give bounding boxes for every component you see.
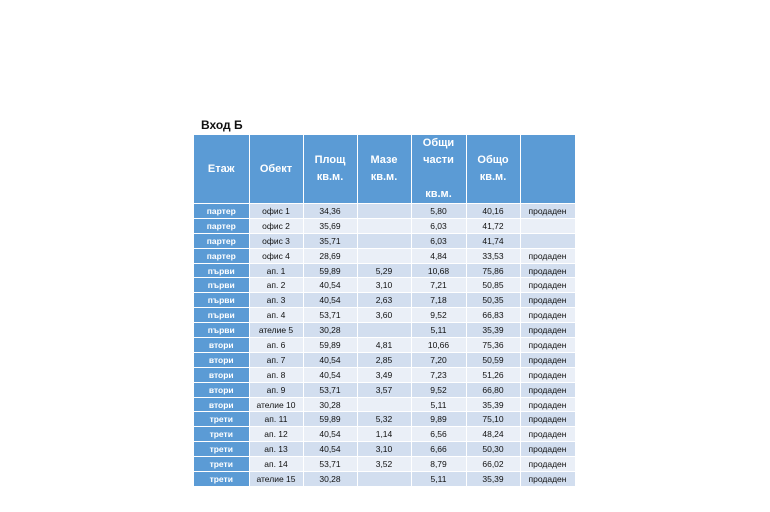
cell-common-parts: 10,66 bbox=[411, 338, 466, 353]
cell-common-parts: 6,03 bbox=[411, 233, 466, 248]
cell-area: 40,54 bbox=[303, 367, 357, 382]
cell-common-parts: 7,20 bbox=[411, 352, 466, 367]
cell-total: 41,72 bbox=[466, 218, 520, 233]
table-row bbox=[194, 338, 575, 353]
cell-common-parts: 7,18 bbox=[411, 293, 466, 308]
cell-status: продаден bbox=[520, 412, 575, 427]
cell-floor: партер bbox=[194, 248, 249, 263]
header-line: Мазе bbox=[370, 154, 398, 166]
cell-total: 75,86 bbox=[466, 263, 520, 278]
cell-status: продаден bbox=[520, 367, 575, 382]
cell-area: 40,54 bbox=[303, 352, 357, 367]
cell-area: 40,54 bbox=[303, 442, 357, 457]
cell-basement: 5,29 bbox=[357, 263, 411, 278]
header-line: Общо bbox=[477, 154, 509, 166]
cell-common-parts: 10,68 bbox=[411, 263, 466, 278]
cell-unit: офис 1 bbox=[249, 204, 303, 219]
cell-floor: партер bbox=[194, 233, 249, 248]
table-row bbox=[194, 233, 575, 248]
header-line bbox=[412, 169, 466, 186]
cell-common-parts: 9,89 bbox=[411, 412, 466, 427]
cell-unit: ап. 9 bbox=[249, 382, 303, 397]
cell-unit: ап. 3 bbox=[249, 293, 303, 308]
header-line: Общи bbox=[422, 137, 455, 149]
cell-floor: трети bbox=[194, 427, 249, 442]
header-unit bbox=[249, 135, 303, 204]
cell-total: 35,39 bbox=[466, 397, 520, 412]
header-total bbox=[466, 135, 520, 204]
cell-area: 40,54 bbox=[303, 427, 357, 442]
cell-area: 59,89 bbox=[303, 263, 357, 278]
cell-status: продаден bbox=[520, 382, 575, 397]
cell-unit: ап. 13 bbox=[249, 442, 303, 457]
cell-basement: 5,32 bbox=[357, 412, 411, 427]
table-row bbox=[194, 472, 575, 486]
cell-floor: трети bbox=[194, 457, 249, 472]
table-title: Вход Б bbox=[201, 118, 243, 132]
cell-status bbox=[520, 233, 575, 248]
header-line: кв.м. bbox=[479, 171, 507, 183]
cell-floor: втори bbox=[194, 382, 249, 397]
table-row bbox=[194, 427, 575, 442]
cell-total: 66,80 bbox=[466, 382, 520, 397]
cell-area: 30,28 bbox=[303, 397, 357, 412]
cell-area: 40,54 bbox=[303, 293, 357, 308]
cell-basement bbox=[357, 397, 411, 412]
cell-total: 75,36 bbox=[466, 338, 520, 353]
cell-basement bbox=[357, 233, 411, 248]
header-area bbox=[303, 135, 357, 204]
cell-total: 50,85 bbox=[466, 278, 520, 293]
cell-status: продаден bbox=[520, 472, 575, 486]
cell-floor: трети bbox=[194, 442, 249, 457]
table-row bbox=[194, 457, 575, 472]
header-line: кв.м. bbox=[370, 171, 398, 183]
cell-status: продаден bbox=[520, 323, 575, 338]
cell-common-parts: 9,52 bbox=[411, 382, 466, 397]
cell-unit: ап. 8 bbox=[249, 367, 303, 382]
table-row bbox=[194, 323, 575, 338]
cell-basement: 4,81 bbox=[357, 338, 411, 353]
cell-total: 41,74 bbox=[466, 233, 520, 248]
cell-status: продаден bbox=[520, 248, 575, 263]
cell-status: продаден bbox=[520, 263, 575, 278]
cell-unit: ап. 2 bbox=[249, 278, 303, 293]
cell-basement: 3,49 bbox=[357, 367, 411, 382]
table-row bbox=[194, 204, 575, 219]
header-basement bbox=[357, 135, 411, 204]
cell-floor: партер bbox=[194, 218, 249, 233]
cell-common-parts: 7,23 bbox=[411, 367, 466, 382]
cell-basement bbox=[357, 323, 411, 338]
header-line: части bbox=[423, 154, 454, 166]
cell-unit: ап. 7 bbox=[249, 352, 303, 367]
cell-common-parts: 5,11 bbox=[411, 323, 466, 338]
cell-common-parts: 6,03 bbox=[411, 218, 466, 233]
cell-status: продаден bbox=[520, 278, 575, 293]
cell-unit: ап. 1 bbox=[249, 263, 303, 278]
cell-basement: 2,85 bbox=[357, 352, 411, 367]
table-row bbox=[194, 218, 575, 233]
header-row bbox=[194, 135, 575, 204]
cell-floor: първи bbox=[194, 293, 249, 308]
cell-status: продаден bbox=[520, 457, 575, 472]
units-table bbox=[194, 135, 576, 486]
cell-floor: втори bbox=[194, 397, 249, 412]
cell-common-parts: 4,84 bbox=[411, 248, 466, 263]
header-line: Обект bbox=[259, 162, 293, 175]
cell-total: 75,10 bbox=[466, 412, 520, 427]
header-line bbox=[521, 161, 575, 178]
cell-status: продаден bbox=[520, 397, 575, 412]
cell-common-parts: 7,21 bbox=[411, 278, 466, 293]
cell-basement bbox=[357, 218, 411, 233]
cell-unit: ателие 10 bbox=[249, 397, 303, 412]
cell-total: 66,83 bbox=[466, 308, 520, 323]
cell-floor: партер bbox=[194, 204, 249, 219]
cell-status bbox=[520, 218, 575, 233]
cell-total: 50,30 bbox=[466, 442, 520, 457]
cell-common-parts: 5,11 bbox=[411, 397, 466, 412]
header-floor bbox=[194, 135, 249, 204]
cell-unit: ателие 15 bbox=[249, 472, 303, 486]
cell-total: 48,24 bbox=[466, 427, 520, 442]
cell-floor: първи bbox=[194, 278, 249, 293]
cell-floor: втори bbox=[194, 367, 249, 382]
cell-basement bbox=[357, 472, 411, 486]
table-row bbox=[194, 367, 575, 382]
cell-unit: офис 3 bbox=[249, 233, 303, 248]
cell-area: 40,54 bbox=[303, 278, 357, 293]
cell-total: 35,39 bbox=[466, 323, 520, 338]
header-line: Площ bbox=[314, 154, 346, 166]
table-row bbox=[194, 293, 575, 308]
cell-unit: ателие 5 bbox=[249, 323, 303, 338]
table-row bbox=[194, 308, 575, 323]
cell-unit: ап. 4 bbox=[249, 308, 303, 323]
cell-unit: офис 2 bbox=[249, 218, 303, 233]
cell-area: 53,71 bbox=[303, 308, 357, 323]
cell-area: 35,69 bbox=[303, 218, 357, 233]
cell-basement bbox=[357, 248, 411, 263]
cell-status: продаден bbox=[520, 308, 575, 323]
cell-unit: ап. 11 bbox=[249, 412, 303, 427]
cell-total: 33,53 bbox=[466, 248, 520, 263]
cell-area: 59,89 bbox=[303, 412, 357, 427]
cell-unit: офис 4 bbox=[249, 248, 303, 263]
cell-total: 51,26 bbox=[466, 367, 520, 382]
cell-floor: втори bbox=[194, 352, 249, 367]
cell-status: продаден bbox=[520, 427, 575, 442]
cell-basement: 3,10 bbox=[357, 278, 411, 293]
cell-area: 59,89 bbox=[303, 338, 357, 353]
table-body bbox=[194, 204, 575, 486]
header-line: Етаж bbox=[207, 162, 235, 175]
cell-basement: 2,63 bbox=[357, 293, 411, 308]
cell-unit: ап. 6 bbox=[249, 338, 303, 353]
cell-floor: първи bbox=[194, 308, 249, 323]
cell-area: 53,71 bbox=[303, 382, 357, 397]
cell-status: продаден bbox=[520, 352, 575, 367]
cell-unit: ап. 14 bbox=[249, 457, 303, 472]
cell-basement: 3,60 bbox=[357, 308, 411, 323]
cell-basement: 3,52 bbox=[357, 457, 411, 472]
table-row bbox=[194, 263, 575, 278]
header-line: кв.м. bbox=[316, 171, 344, 183]
cell-status: продаден bbox=[520, 293, 575, 308]
header-common-parts bbox=[411, 135, 466, 204]
cell-total: 50,59 bbox=[466, 352, 520, 367]
table-row bbox=[194, 412, 575, 427]
cell-basement: 3,57 bbox=[357, 382, 411, 397]
cell-floor: трети bbox=[194, 472, 249, 486]
cell-basement bbox=[357, 204, 411, 219]
cell-common-parts: 6,66 bbox=[411, 442, 466, 457]
cell-floor: втори bbox=[194, 338, 249, 353]
cell-area: 34,36 bbox=[303, 204, 357, 219]
cell-total: 35,39 bbox=[466, 472, 520, 486]
cell-status: продаден bbox=[520, 338, 575, 353]
cell-common-parts: 9,52 bbox=[411, 308, 466, 323]
cell-basement: 1,14 bbox=[357, 427, 411, 442]
cell-total: 66,02 bbox=[466, 457, 520, 472]
cell-status: продаден bbox=[520, 442, 575, 457]
cell-common-parts: 8,79 bbox=[411, 457, 466, 472]
cell-common-parts: 5,11 bbox=[411, 472, 466, 486]
header-line: кв.м. bbox=[425, 188, 452, 200]
cell-basement: 3,10 bbox=[357, 442, 411, 457]
table-row bbox=[194, 248, 575, 263]
table-row bbox=[194, 278, 575, 293]
header-status bbox=[520, 135, 575, 204]
cell-common-parts: 5,80 bbox=[411, 204, 466, 219]
table-row bbox=[194, 397, 575, 412]
cell-area: 28,69 bbox=[303, 248, 357, 263]
cell-common-parts: 6,56 bbox=[411, 427, 466, 442]
cell-floor: трети bbox=[194, 412, 249, 427]
cell-area: 53,71 bbox=[303, 457, 357, 472]
cell-unit: ап. 12 bbox=[249, 427, 303, 442]
cell-floor: първи bbox=[194, 323, 249, 338]
table-row bbox=[194, 382, 575, 397]
table-row bbox=[194, 442, 575, 457]
cell-total: 40,16 bbox=[466, 204, 520, 219]
cell-floor: първи bbox=[194, 263, 249, 278]
cell-area: 35,71 bbox=[303, 233, 357, 248]
cell-area: 30,28 bbox=[303, 472, 357, 486]
cell-area: 30,28 bbox=[303, 323, 357, 338]
table-row bbox=[194, 352, 575, 367]
cell-status: продаден bbox=[520, 204, 575, 219]
cell-total: 50,35 bbox=[466, 293, 520, 308]
